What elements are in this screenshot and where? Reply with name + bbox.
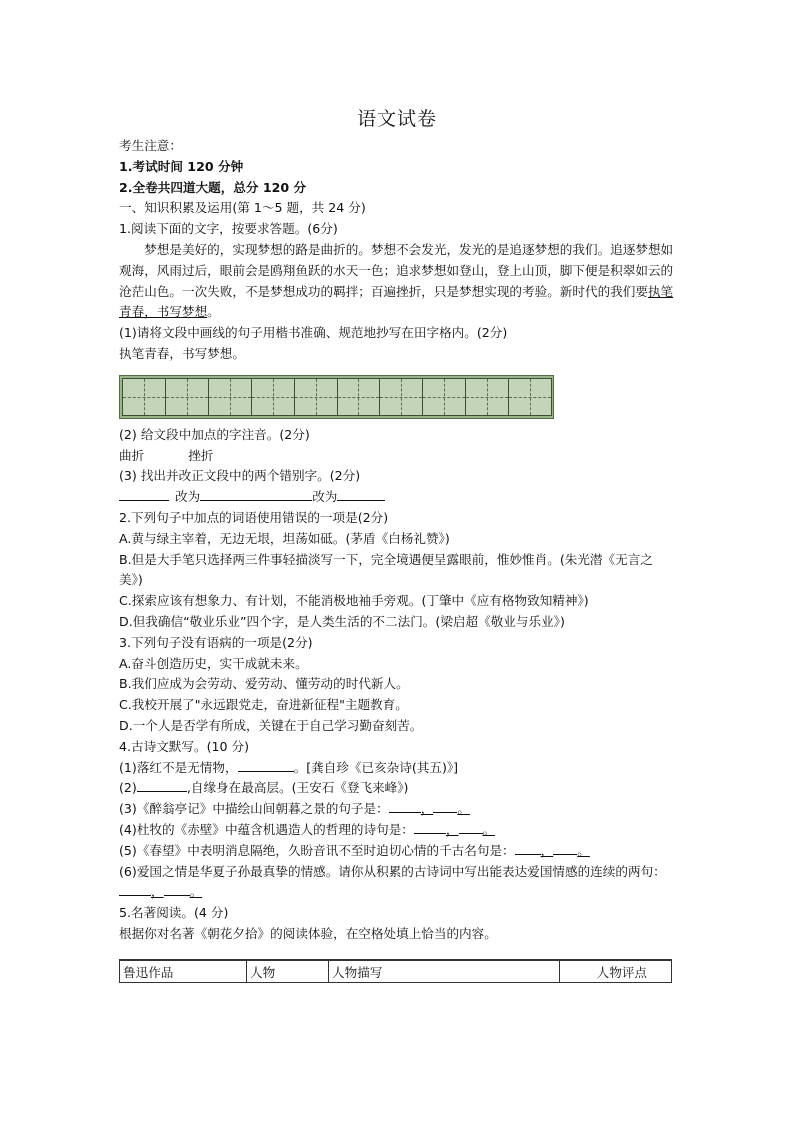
q4-item4-text: (4)杜牧的《赤壁》中蕴含机遇造人的哲理的诗句是：: [119, 821, 414, 837]
q1-passage-underlined: 执笔青春，书写梦想: [119, 283, 674, 320]
correct-char-blank-1[interactable]: [200, 487, 312, 501]
q1-sub3: (3) 找出并改正文段中的两个错别字。(2分): [119, 468, 361, 484]
q4-item2-pre: (2): [119, 780, 137, 796]
grid-cell[interactable]: [208, 378, 252, 416]
q4-item2-post: ,自缘身在最高层。(王安石《登飞来峰》): [186, 780, 409, 796]
q5-stem: 5.名著阅读。(4 分): [119, 905, 229, 921]
q4-blank-5a[interactable]: [515, 841, 541, 855]
change-label-2: 改为: [312, 489, 338, 505]
q2-option-b: B.但是大手笔只选择两三件事轻描淡写一下，完全境遇便呈露眼前，惟妙惟肖。(朱光潜《无言之美》): [119, 551, 653, 588]
word-qu-zhe: 曲折: [119, 447, 145, 463]
q1-sub1: (1)请将文段中画线的句子用楷书准确、规范地抄写在田字格内。(2分): [119, 325, 508, 341]
q4-item4-comma: ，: [445, 821, 459, 837]
tianzige-grid[interactable]: [119, 375, 554, 419]
grid-cell[interactable]: [122, 378, 166, 416]
q2-option-a: A.黄与绿主宰着，无边无垠，坦荡如砥。(茅盾《白杨礼赞》): [119, 530, 450, 546]
page-title: 语文试卷: [356, 108, 437, 130]
q1-stem: 1.阅读下面的文字，按要求答题。(6分): [119, 221, 338, 237]
grid-cell[interactable]: [294, 378, 338, 416]
table-header-comment: 人物评点: [560, 960, 672, 983]
q4-item1-pre: (1)落红不是无情物，: [119, 759, 238, 775]
table-header-row: [120, 960, 672, 983]
grid-cell[interactable]: [165, 378, 209, 416]
q2-option-c: C.探索应该有想象力、有计划，不能消极地袖手旁观。(丁肇中《应有格物致知精神》): [119, 593, 589, 609]
table-header-character: 人物: [247, 960, 329, 983]
q4-blank-3b[interactable]: [433, 799, 457, 813]
q2-option-d: D.但我确信“敬业乐业”四个字，是人类生活的不二法门。(梁启超《敬业与乐业》): [119, 613, 565, 629]
q4-item5: [119, 841, 675, 862]
q4-blank-6a[interactable]: [119, 882, 151, 896]
grid-cell[interactable]: [379, 378, 423, 416]
grid-cell[interactable]: [508, 378, 552, 416]
q4-blank-4b[interactable]: [459, 820, 483, 834]
q4-item1: [119, 758, 675, 779]
wrong-char-blank-1[interactable]: [119, 487, 169, 501]
q1-passage-end: 。: [207, 304, 220, 320]
q1-passage-main: 梦想是美好的，实现梦想的路是曲折的。梦想不会发光，发光的是追逐梦想的我们。追逐梦想如观海，风雨过后，眼前会是鸥翔鱼跃的水天一色；追求梦想如登山，登上山顶，脚下便是积翠如云的沧茫山色。一次失败，不是梦想成功的羁拌；百遍挫折，只是梦想实现的考验。新时代的我们要: [119, 241, 674, 299]
q4-blank-6b[interactable]: [164, 882, 190, 896]
q4-item3-text: (3)《醉翁亭记》中描绘山间朝暮之景的句子是：: [119, 801, 389, 817]
correct-char-blank-2[interactable]: [337, 487, 385, 501]
q4-item6-text: (6)爱国之情是华夏子孙最真挚的情感。请你从积累的古诗词中写出能表达爱国情感的连续的两句：: [119, 863, 666, 879]
reading-table: [119, 959, 672, 983]
q4-item5-text: (5)《春望》中表明消息隔绝，久盼音讯不至时迫切心情的千古名句是：: [119, 842, 515, 858]
notice-item-score: 2.全卷共四道大题，总分 120 分: [119, 179, 307, 195]
q4-blank-5b[interactable]: [553, 841, 577, 855]
q4-blank-1[interactable]: [238, 758, 294, 772]
notice-label: 考生注意：: [119, 138, 182, 153]
q4-item2: [119, 778, 675, 799]
grid-cell[interactable]: [465, 378, 509, 416]
section-heading: 一、知识积累及运用(第 1～5 题，共 24 分): [119, 200, 366, 216]
table-header-description: 人物描写: [329, 960, 560, 983]
q1-copy-text: 执笔青春，书写梦想。: [119, 345, 245, 361]
q4-item3-comma: ，: [420, 801, 434, 817]
q3-option-b: B.我们应成为会劳动、爱劳动、懂劳动的时代新人。: [119, 676, 409, 692]
q4-item5-comma: ，: [540, 842, 554, 858]
q2-stem: 2.下列句子中加点的词语使用错误的一项是(2分): [119, 509, 389, 525]
q3-stem: 3.下列句子没有语病的一项是(2分): [119, 634, 313, 650]
grid-cell[interactable]: [337, 378, 381, 416]
q4-item6: [119, 862, 675, 904]
grid-cell[interactable]: [422, 378, 466, 416]
q3-option-c: C.我校开展了"永远跟党走，奋进新征程"主题教育。: [119, 697, 408, 713]
q4-stem: 4.古诗文默写。(10 分): [119, 738, 250, 754]
q1-passage: [119, 240, 675, 323]
q4-item4-period: 。: [482, 821, 496, 837]
q4-item3-period: 。: [457, 801, 470, 817]
q4-item5-period: 。: [577, 842, 590, 858]
q4-item1-post: 。[龚自珍《已亥杂诗(其五)》]: [293, 759, 459, 775]
q3-option-a: A.奋斗创造历史，实干成就未来。: [119, 655, 308, 671]
q4-blank-2[interactable]: [137, 778, 187, 792]
q4-item6-period: 。: [189, 884, 203, 900]
q5-instruction: 根据你对名著《朝花夕拾》的阅读体验，在空格处填上恰当的内容。: [119, 925, 497, 941]
exam-content: [119, 136, 675, 983]
q1-pinyin-words: [119, 446, 675, 467]
q4-item6-comma: ，: [151, 884, 164, 900]
q4-item4: [119, 820, 675, 841]
q3-option-d: D.一个人是否学有所成，关键在于自己学习勤奋刻苦。: [119, 717, 423, 733]
q1-correction-blanks: [119, 487, 675, 508]
q4-blank-3a[interactable]: [389, 799, 421, 813]
change-label-1: 改为: [175, 489, 201, 505]
word-cuo-zhe: 挫折: [188, 447, 214, 463]
grid-cell[interactable]: [251, 378, 295, 416]
table-header-work: 鲁迅作品: [120, 960, 247, 983]
q1-sub2: (2) 给文段中加点的字注音。(2分): [119, 426, 310, 442]
q4-item3: [119, 799, 675, 820]
q4-blank-4a[interactable]: [414, 820, 446, 834]
notice-item-time: 1.考试时间 120 分钟: [119, 158, 244, 174]
